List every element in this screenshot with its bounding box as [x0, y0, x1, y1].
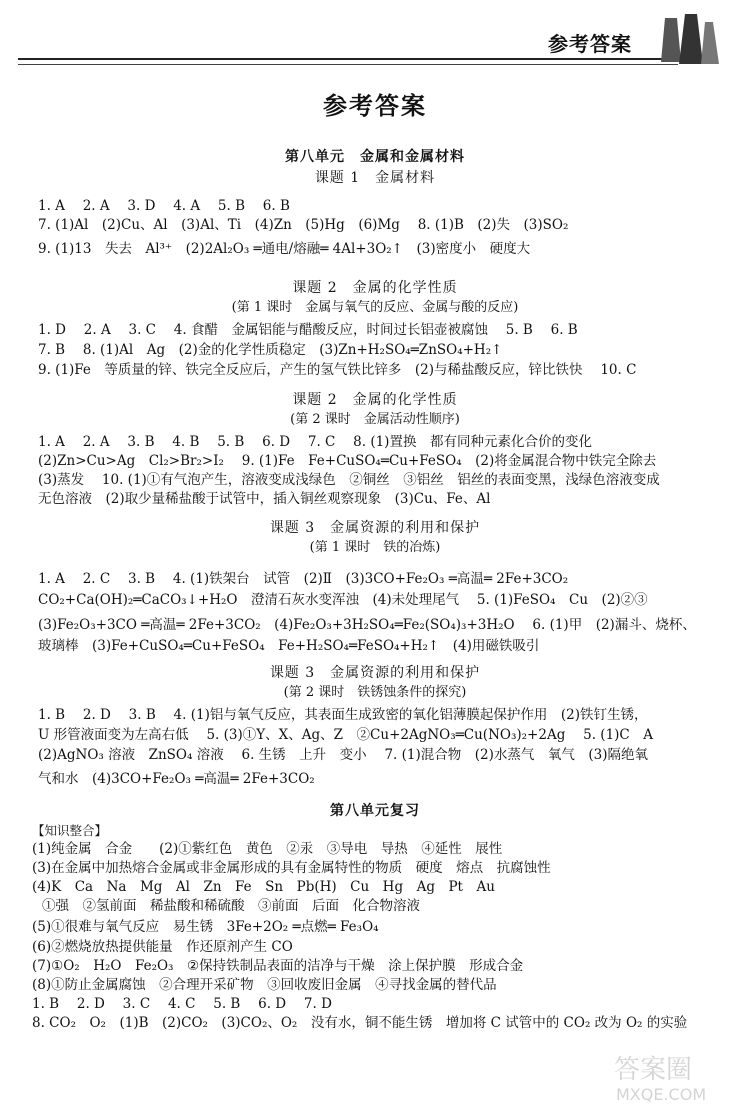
page-title: 参考答案	[323, 91, 427, 120]
review-line: (6)②燃烧放热提供能量 作还原剂产生 CO	[32, 939, 293, 955]
lesson-3b-heading: 课题 3 金属资源的利用和保护	[269, 665, 481, 681]
unit-heading: 第八单元 金属和金属材料	[285, 149, 465, 165]
review-line: (1)纯金属 合金 (2)①紫红色 黄色 ②汞 ③导电 导热 ④延性 展性	[32, 841, 503, 857]
answer-line: 1. A 2. A 3. D 4. A 5. B 6. B	[38, 198, 290, 214]
review-line: ①强 ②氢前面 稀盐酸和稀硫酸 ③前面 后面 化合物溶液	[42, 898, 420, 914]
answer-line: (3)Fe₂O₃+3CO ═高温═ 2Fe+3CO₂ (4)Fe₂O₃+3H₂SO₄═Fe₂(SO₄)₃+3H₂O 6. (1)甲 (2)漏斗、烧杯、	[38, 617, 696, 633]
answer-line: 气和水 (4)3CO+Fe₂O₃ ═高温═ 2Fe+3CO₂	[38, 771, 315, 787]
lesson-3a-heading: 课题 3 金属资源的利用和保护	[269, 520, 481, 536]
lesson-2a-subheading: (第 1 课时 金属与氧气的反应、金属与酸的反应)	[231, 300, 519, 315]
lesson-2a-heading: 课题 2 金属的化学性质	[292, 280, 458, 296]
answer-line: 9. (1)Fe 等质量的锌、铁完全反应后，产生的氢气铁比锌多 (2)与稀盐酸反应，锌比铁快 10. C	[38, 362, 637, 378]
answer-line: 玻璃棒 (3)Fe+CuSO₄═Cu+FeSO₄ Fe+H₂SO₄═FeSO₄+H₂↑ (4)用磁铁吸引	[38, 638, 540, 654]
answer-line: 无色溶液 (2)取少量稀盐酸于试管中，插入铜丝观察现象 (3)Cu、Fe、Al	[38, 491, 491, 507]
lesson-1-heading: 课题 1 金属材料	[314, 170, 436, 186]
answer-line: U 形管液面变为左高右低 5. (3)①Y、X、Ag、Z ②Cu+2AgNO₃═Cu(NO₃)₂+2Ag 5. (1)C A	[38, 727, 654, 743]
review-line: 1. B 2. D 3. C 4. C 5. B 6. D 7. D	[32, 996, 332, 1012]
answer-line: (3)蒸发 10. (1)①有气泡产生，溶液变成浅绿色 ②铜丝 ③铝丝 铝丝的表面变黑，浅绿色溶液变成	[38, 472, 660, 488]
lesson-3b-subheading: (第 2 课时 铁锈蚀条件的探究)	[283, 685, 467, 700]
header-rule	[18, 58, 678, 60]
answer-line: 1. B 2. D 3. B 4. (1)铝与氧气反应，其表面生成致密的氧化铝薄膜起保护作用 (2)铁钉生锈，	[38, 707, 648, 723]
book-decoration-icon	[655, 12, 725, 68]
lesson-3a-subheading: (第 1 课时 铁的冶炼)	[309, 540, 441, 555]
review-line: (7)①O₂ H₂O Fe₂O₃ ②保持铁制品表面的洁净与干燥 涂上保护膜 形成合金	[32, 958, 524, 974]
answer-line: 9. (1)13 失去 Al³⁺ (2)2Al₂O₃ ═通电/熔融═ 4Al+3O₂↑ (3)密度小 硬度大	[38, 241, 531, 257]
answer-line: 7. B 8. (1)Al Ag (2)金的化学性质稳定 (3)Zn+H₂SO₄═ZnSO₄+H₂↑	[38, 342, 503, 358]
review-heading: 第八单元复习	[330, 803, 420, 819]
running-header-title: 参考答案	[548, 32, 632, 56]
answer-line: 1. A 2. A 3. B 4. B 5. B 6. D 7. C 8. (1)置换 都有同种元素化合价的变化	[38, 434, 592, 450]
lesson-2b-heading: 课题 2 金属的化学性质	[292, 392, 458, 408]
answer-line: (2)AgNO₃ 溶液 ZnSO₄ 溶液 6. 生锈 上升 变小 7. (1)混合物 (2)水蒸气 氧气 (3)隔绝氧	[38, 747, 648, 763]
answer-line: CO₂+Ca(OH)₂═CaCO₃↓+H₂O 澄清石灰水变浑浊 (4)未处理尾气 5. (1)FeSO₄ Cu (2)②③	[38, 592, 648, 608]
review-line: (3)在金属中加热熔合金属或非金属形成的具有金属特性的物质 硬度 熔点 抗腐蚀性	[32, 860, 551, 876]
review-line: (5)①很难与氧气反应 易生锈 3Fe+2O₂ ═点燃═ Fe₃O₄	[32, 919, 379, 935]
knowledge-section-label: 【知识整合】	[32, 823, 108, 838]
answer-line: 7. (1)Al (2)Cu、Al (3)Al、Ti (4)Zn (5)Hg (6)Mg 8. (1)B (2)失 (3)SO₂	[38, 217, 569, 233]
review-line: 8. CO₂ O₂ (1)B (2)CO₂ (3)CO₂、O₂ 没有水，铜不能生锈 增加将 C 试管中的 CO₂ 改为 O₂ 的实验	[32, 1015, 688, 1031]
review-line: (8)①防止金属腐蚀 ②合理开采矿物 ③回收废旧金属 ④寻找金属的替代品	[32, 977, 497, 993]
answer-line: (2)Zn>Cu>Ag Cl₂>Br₂>I₂ 9. (1)Fe Fe+CuSO₄═Cu+FeSO₄ (2)将金属混合物中铁完全除去	[38, 453, 657, 469]
watermark-text: 答案圈	[614, 1055, 693, 1085]
watermark-logo	[610, 1050, 740, 1105]
watermark-url: MXQE.COM	[616, 1085, 707, 1104]
review-line: (4)K Ca Na Mg Al Zn Fe Sn Pb(H) Cu Hg Ag Pt Au	[32, 879, 495, 895]
answer-line: 1. D 2. A 3. C 4. 食醋 金属铝能与醋酸反应，时间过长铝壶被腐蚀 5. B 6. B	[38, 322, 578, 338]
answer-line: 1. A 2. C 3. B 4. (1)铁架台 试管 (2)Ⅱ (3)3CO+Fe₂O₃ ═高温═ 2Fe+3CO₂	[38, 571, 569, 587]
lesson-2b-subheading: (第 2 课时 金属活动性顺序)	[290, 412, 460, 427]
header-rule-thin	[18, 64, 678, 65]
